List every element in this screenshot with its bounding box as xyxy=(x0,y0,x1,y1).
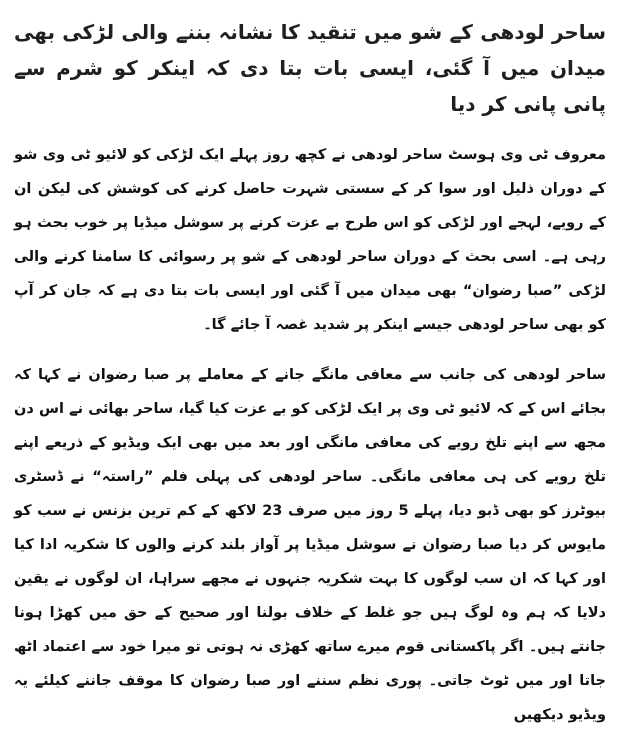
news-article xyxy=(14,0,606,732)
article-headline: ساحر لودھی کے شو میں تنقید کا نشانہ بننے والی لڑکی بھی میدان میں آ گئی، ایسی بات بتا دی کہ اینکر کو شرم سے پانی پانی کر دیا xyxy=(14,20,606,116)
article-paragraph-1: معروف ٹی وی ہوسٹ ساحر لودھی نے کچھ روز پہلے ایک لڑکی کو لائیو ٹی وی شو کے دوران ذلیل اور سوا کر کے سستی شہرت حاصل کرنے کی کوشش کی لیکن ان کے رویے، لہجے اور لڑکی کو اس طرح بے عزت کرنے پر سوشل میڈیا پر خوب بحث ہو رہی ہے۔ اسی بحث کے دوران ساحر لودھی کے شو پر رسوائی کا سامنا کرنے والی لڑکی ”صبا رضوان“ بھی میدان میں آ گئی اور ایسی بات بتا دی ہے کہ جان کر آپ کو بھی ساحر لودھی جیسے اینکر پر شدید غصہ آ جائے گا۔ xyxy=(14,147,606,333)
article-paragraph-2: ساحر لودھی کی جانب سے معافی مانگے جانے کے معاملے پر صبا رضوان نے کہا کہ بجائے اس کے کہ لائیو ٹی وی پر ایک لڑکی کو بے عزت کیا گیا، ساحر بھائی نے اس دن مجھ سے اپنے تلخ رویے کی معافی مانگی اور بعد میں بھی ایک ویڈیو کے ذریعے اپنے تلخ رویے کی ہی معافی مانگی۔ ساحر لودھی کی پہلی فلم ”راستہ“ نے ڈسٹری بیوٹرز کو بھی ڈبو دیا، پہلے 5 روز میں صرف 23 لاکھ کے کم ترین بزنس نے سب کو مایوس کر دیا صبا رضوان نے سوشل میڈیا پر آواز بلند کرنے والوں کا شکریہ ادا کیا اور کہا کہ ان سب لوگوں کا بہت شکریہ جنہوں نے مجھے سراہا، ان لوگوں نے یقین دلایا کہ ہم وہ لوگ ہیں جو غلط کے خلاف بولنا اور صحیح کے حق میں کھڑا ہونا جانتے ہیں۔ اگر پاکستانی قوم میرے ساتھ کھڑی نہ ہوتی تو میرا خود سے اعتماد اٹھ جاتا اور میں ٹوٹ جاتی۔ پوری نظم سننے اور صبا رضوان کا موقف جاننے کیلئے یہ ویڈیو دیکھیں xyxy=(14,367,606,723)
